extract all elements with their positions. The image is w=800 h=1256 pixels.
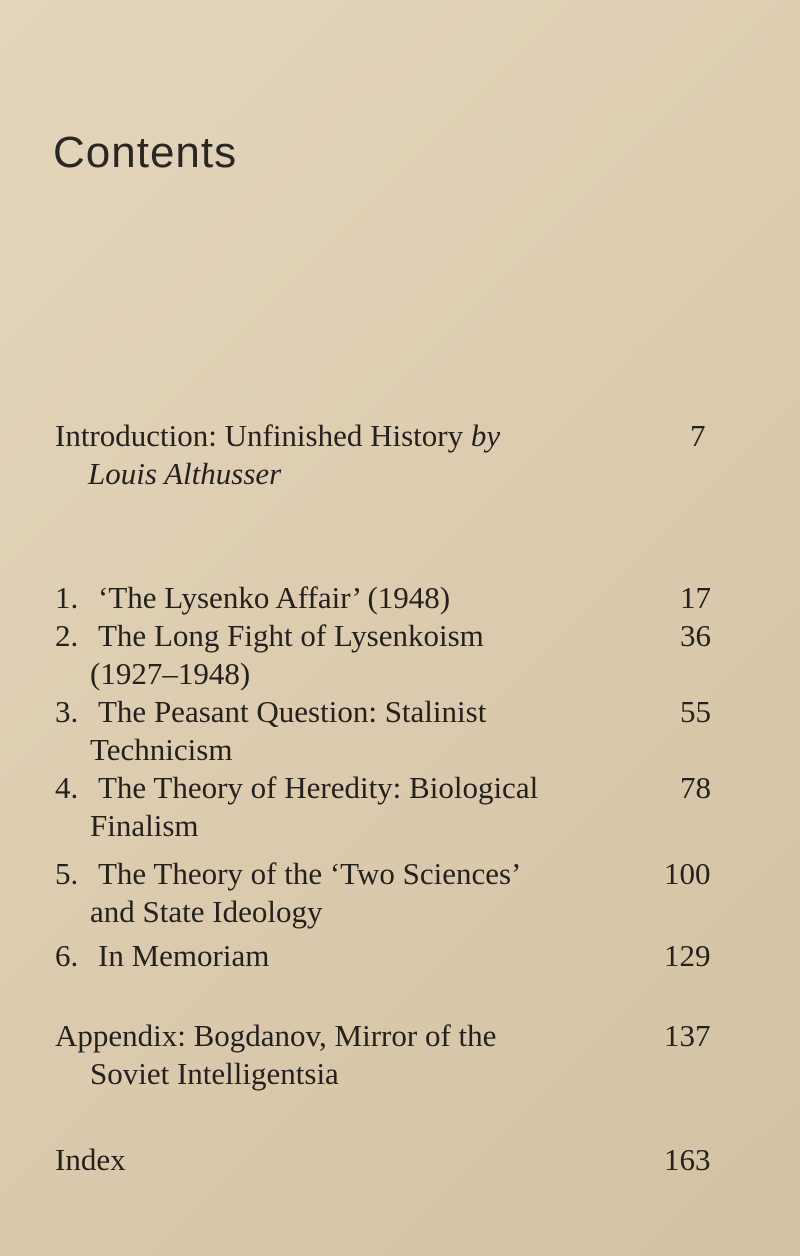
index-page: 163 bbox=[664, 1142, 711, 1177]
chapter-2-number: 2. bbox=[55, 618, 79, 653]
intro-title: Introduction: Unfinished History bbox=[55, 418, 464, 453]
chapter-3-title-line-1: The Peasant Question: Stalinist bbox=[98, 694, 487, 729]
chapter-4-page: 78 bbox=[680, 770, 711, 805]
intro-title-line bbox=[55, 418, 500, 454]
chapter-2-title-line-1: The Long Fight of Lysenkoism bbox=[98, 618, 484, 653]
appendix-title-line-2: Soviet Intelligentsia bbox=[90, 1056, 339, 1091]
page-title: Contents bbox=[53, 128, 238, 177]
chapter-3-number: 3. bbox=[55, 694, 79, 729]
chapter-1-title: ‘The Lysenko Affair’ (1948) bbox=[98, 580, 451, 615]
chapter-5-number: 5. bbox=[55, 856, 79, 891]
chapter-6-number: 6. bbox=[55, 938, 79, 973]
chapter-4-title-line-2: Finalism bbox=[90, 808, 199, 843]
chapter-6-title: In Memoriam bbox=[98, 938, 270, 973]
intro-page: 7 bbox=[690, 418, 706, 453]
chapter-4-title-line-1: The Theory of Heredity: Biological bbox=[98, 770, 539, 805]
chapter-2-page: 36 bbox=[680, 618, 711, 653]
chapter-4-number: 4. bbox=[55, 770, 79, 805]
chapter-1-number: 1. bbox=[55, 580, 79, 615]
chapter-5-page: 100 bbox=[664, 856, 711, 891]
appendix-title-line-1: Appendix: Bogdanov, Mirror of the bbox=[55, 1018, 497, 1053]
intro-by: by bbox=[470, 418, 501, 453]
intro-author: Louis Althusser bbox=[88, 456, 282, 491]
chapter-1-page: 17 bbox=[680, 580, 711, 615]
chapter-3-page: 55 bbox=[680, 694, 711, 729]
appendix-page: 137 bbox=[664, 1018, 711, 1053]
chapter-5-title-line-1: The Theory of the ‘Two Sciences’ bbox=[98, 856, 522, 891]
chapter-6-page: 129 bbox=[664, 938, 711, 973]
index-label: Index bbox=[55, 1142, 126, 1177]
chapter-2-title-line-2: (1927–1948) bbox=[90, 656, 251, 691]
chapter-5-title-line-2: and State Ideology bbox=[90, 894, 323, 929]
chapter-3-title-line-2: Technicism bbox=[90, 732, 233, 767]
